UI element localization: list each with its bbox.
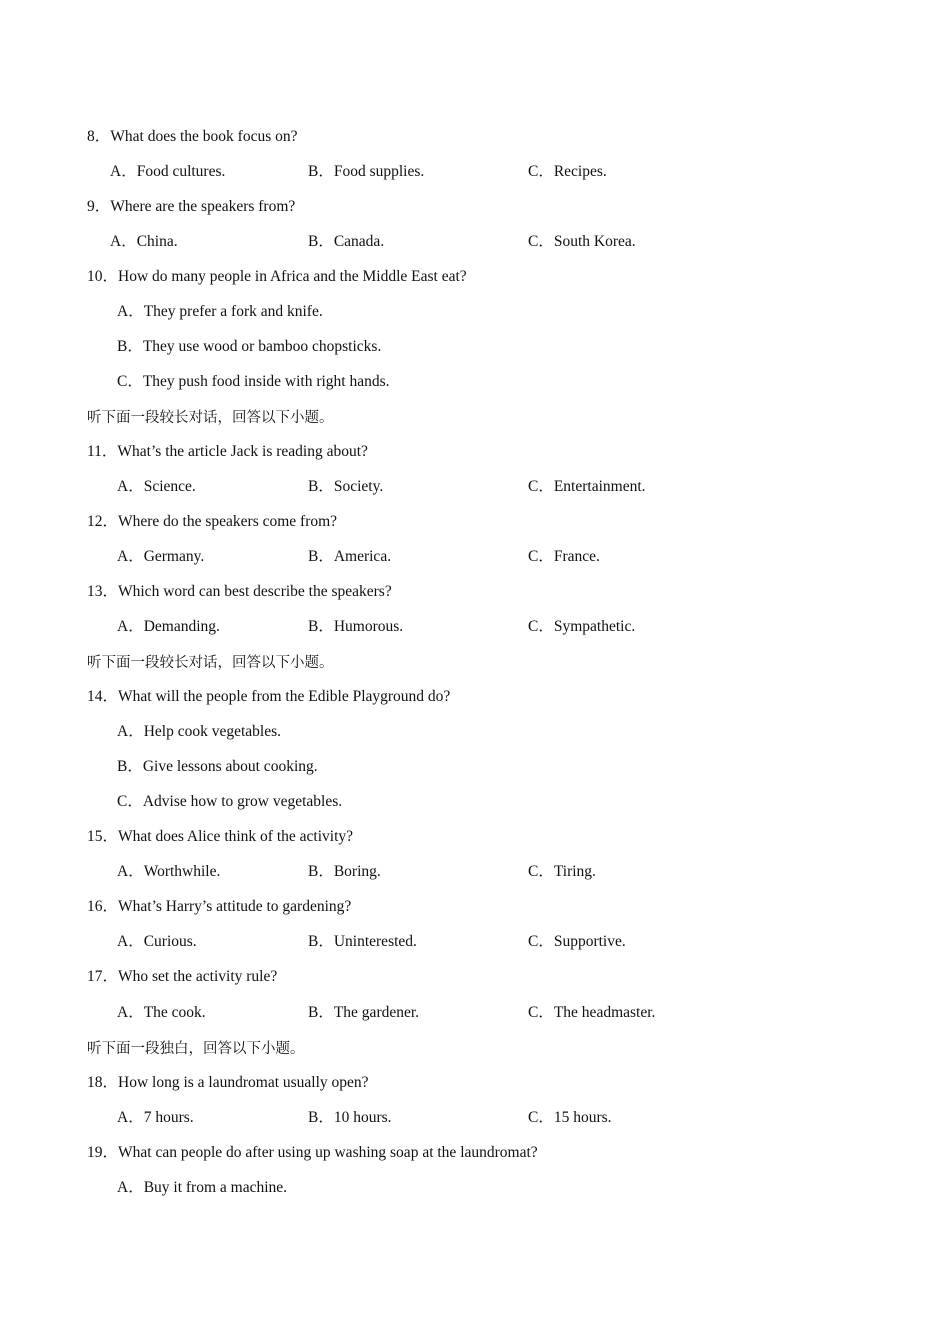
q13-option-a: A．Demanding. xyxy=(117,618,220,635)
question-15: 15．What does Alice think of the activity? xyxy=(87,828,354,845)
q10-option-c: C．They push food inside with right hands. xyxy=(117,373,390,390)
q10-option-b: B．They use wood or bamboo chopsticks. xyxy=(117,338,382,355)
section-instruction-2: 听下面一段较长对话，回答以下小题。 xyxy=(87,655,334,671)
q16-option-b: B．Uninterested. xyxy=(308,933,417,950)
q14-option-b: B．Give lessons about cooking. xyxy=(117,758,318,775)
question-13: 13．Which word can best describe the speakers? xyxy=(87,583,392,600)
question-16: 16．What’s Harry’s attitude to gardening? xyxy=(87,898,352,915)
question-11: 11．What’s the article Jack is reading about? xyxy=(87,443,368,460)
q16-option-c: C．Supportive. xyxy=(528,933,626,950)
q10-option-a: A．They prefer a fork and knife. xyxy=(117,303,323,320)
question-17: 17．Who set the activity rule? xyxy=(87,968,278,985)
q13-option-c: C．Sympathetic. xyxy=(528,618,636,635)
q19-option-a: A．Buy it from a machine. xyxy=(117,1179,288,1196)
q12-option-c: C．France. xyxy=(528,548,600,565)
q11-option-b: B．Society. xyxy=(308,478,384,495)
q9-option-a: A．China. xyxy=(110,233,178,250)
question-19: 19．What can people do after using up washing soap at the laundromat? xyxy=(87,1144,538,1161)
q8-option-b: B．Food supplies. xyxy=(308,163,425,180)
q9-option-c: C．South Korea. xyxy=(528,233,636,250)
q17-option-a: A．The cook. xyxy=(117,1004,206,1021)
q12-option-a: A．Germany. xyxy=(117,548,205,565)
question-8: 8．What does the book focus on? xyxy=(87,128,298,145)
q8-option-c: C．Recipes. xyxy=(528,163,607,180)
q14-option-c: C．Advise how to grow vegetables. xyxy=(117,793,343,810)
q8-option-a: A．Food cultures. xyxy=(110,163,226,180)
q12-option-b: B．America. xyxy=(308,548,392,565)
section-instruction-1: 听下面一段较长对话，回答以下小题。 xyxy=(87,410,334,426)
q18-option-b: B．10 hours. xyxy=(308,1109,392,1126)
q15-option-b: B．Boring. xyxy=(308,863,381,880)
question-12: 12．Where do the speakers come from? xyxy=(87,513,338,530)
q17-option-c: C．The headmaster. xyxy=(528,1004,656,1021)
q13-option-b: B．Humorous. xyxy=(308,618,404,635)
question-14: 14．What will the people from the Edible Playground do? xyxy=(87,688,451,705)
q17-option-b: B．The gardener. xyxy=(308,1004,420,1021)
q14-option-a: A．Help cook vegetables. xyxy=(117,723,281,740)
q18-option-c: C．15 hours. xyxy=(528,1109,612,1126)
question-18: 18．How long is a laundromat usually open? xyxy=(87,1074,369,1091)
q11-option-a: A．Science. xyxy=(117,478,196,495)
q15-option-c: C．Tiring. xyxy=(528,863,596,880)
section-instruction-3: 听下面一段独白，回答以下小题。 xyxy=(87,1041,305,1057)
q15-option-a: A．Worthwhile. xyxy=(117,863,221,880)
question-10: 10．How do many people in Africa and the Middle East eat? xyxy=(87,268,467,285)
q18-option-a: A．7 hours. xyxy=(117,1109,194,1126)
question-9: 9．Where are the speakers from? xyxy=(87,198,296,215)
q11-option-c: C．Entertainment. xyxy=(528,478,646,495)
q16-option-a: A．Curious. xyxy=(117,933,197,950)
q9-option-b: B．Canada. xyxy=(308,233,385,250)
